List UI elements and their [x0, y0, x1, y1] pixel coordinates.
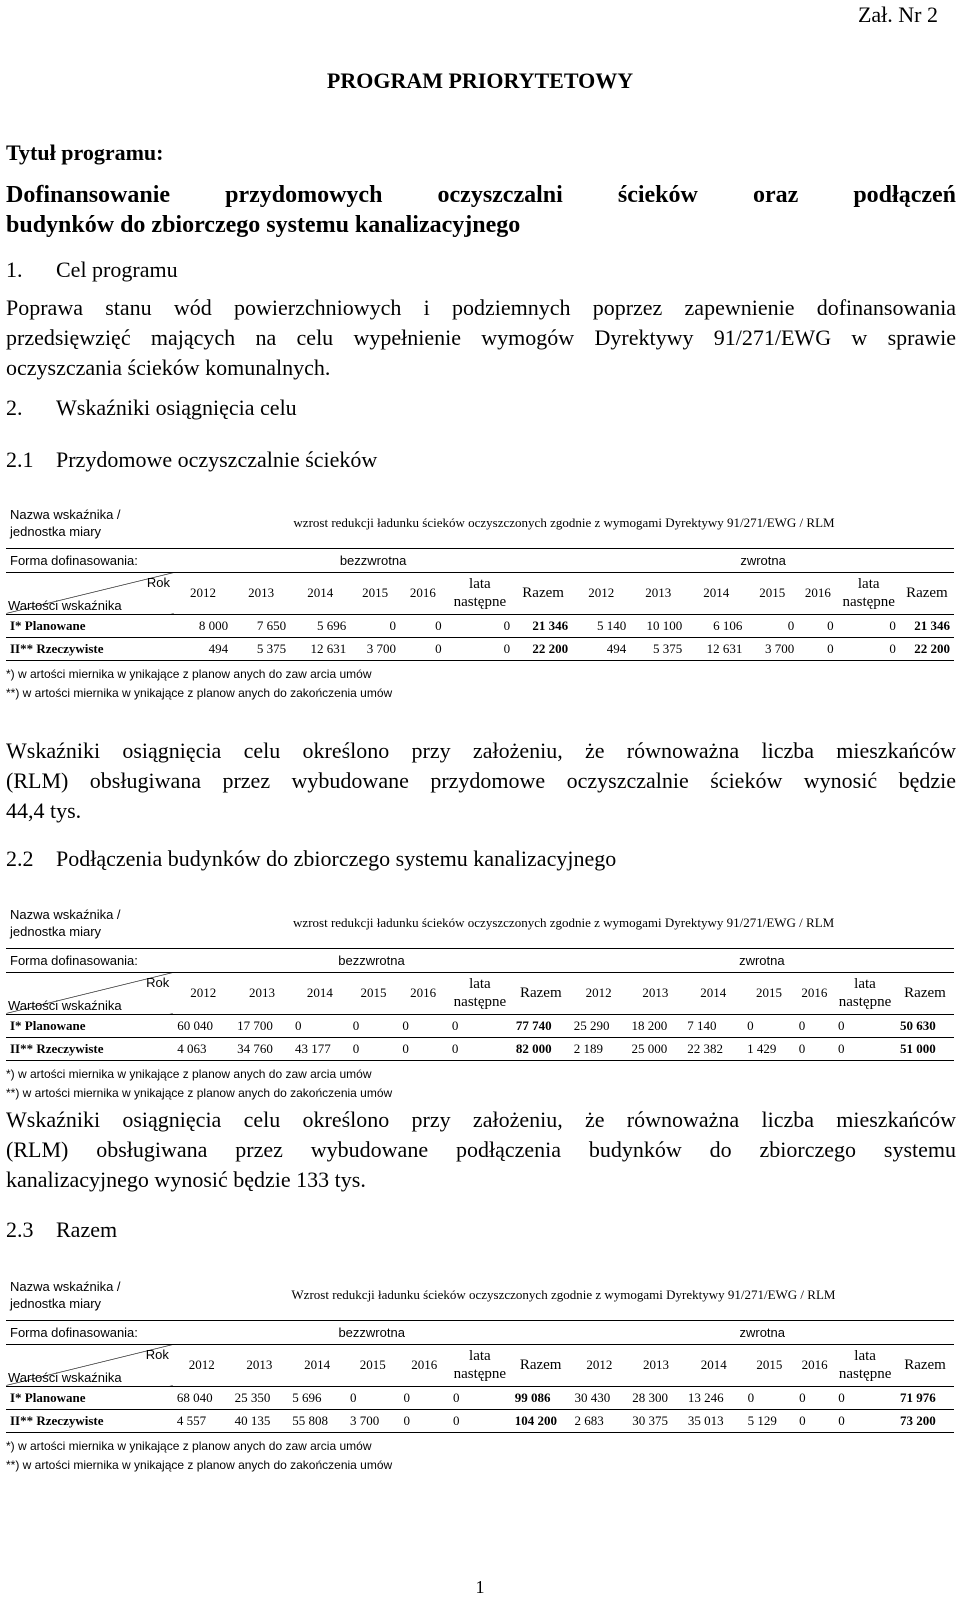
value-cell: 68 040 [173, 1386, 231, 1409]
value-cell: 5 696 [288, 1386, 346, 1409]
value-cell: 2 683 [571, 1409, 629, 1432]
value-cell: 4 557 [173, 1409, 231, 1432]
year-2013: 2013 [628, 972, 684, 1014]
value-cell: 0 [398, 1014, 448, 1037]
value-cell: 0 [398, 1037, 448, 1060]
row-label: I* Planowane [6, 1014, 173, 1037]
total-value-cell: 82 000 [512, 1037, 570, 1060]
value-cell: 0 [798, 614, 837, 637]
year-2015: 2015 [744, 1344, 796, 1386]
later-years: lata następne [838, 572, 900, 614]
value-cell: 494 [572, 637, 630, 660]
text-2-2 [6, 1105, 956, 1195]
value-cell: 7 140 [683, 1014, 743, 1037]
value-cell: 30 375 [628, 1409, 684, 1432]
year-2015: 2015 [743, 972, 795, 1014]
section-heading-text: Cel programu [56, 257, 178, 282]
indicator-table-2 [6, 898, 954, 1103]
year-2013: 2013 [232, 572, 290, 614]
value-cell: 10 100 [630, 614, 686, 637]
value-cell: 12 631 [290, 637, 350, 660]
value-cell: 0 [291, 1014, 349, 1037]
value-cell: 18 200 [628, 1014, 684, 1037]
body-line: Poprawa stanu wód powierzchniowych i podziemnych poprzez zapewnienie dofinansowania [6, 295, 956, 320]
row-label: II** Rzeczywiste [6, 1409, 173, 1432]
total-value-cell: 21 346 [514, 614, 572, 637]
later-years: lata następne [834, 1344, 896, 1386]
total-header: Razem [512, 972, 570, 1014]
value-cell: 0 [448, 1037, 512, 1060]
year-header-row [6, 572, 954, 614]
actual-row [6, 1409, 954, 1432]
body-line: Wskaźniki osiągnięcia celu określono przy założeniu, że równoważna liczba mieszkańców [6, 1107, 956, 1132]
footnote-2: **) w artości miernika w ynikające z planow anych do zakończenia umów [6, 1457, 393, 1472]
program-title-line2: budynków do zbiorczego systemu kanalizacyjnego [6, 212, 521, 238]
total-value-cell: 73 200 [896, 1409, 954, 1432]
year-2013: 2013 [630, 572, 686, 614]
value-cell: 1 429 [743, 1037, 795, 1060]
value-cell: 5 140 [572, 614, 630, 637]
body-line: Wskaźniki osiągnięcia celu określono przy założeniu, że równoważna liczba mieszkańców [6, 738, 956, 763]
indicator-description: wzrost redukcji ładunku ścieków oczyszczonych zgodnie z wymogami Dyrektywy 91/271/EWG / RLM [173, 898, 954, 948]
funding-form-label: Forma dofinasowania: [6, 548, 174, 572]
year-value-diagonal-cell: Rok Wartości wskaźnika [6, 972, 173, 1014]
total-header: Razem [514, 572, 572, 614]
section-number: 2. [6, 395, 23, 420]
document-title: PROGRAM PRIORYTETOWY [326, 68, 634, 93]
value-cell: 0 [795, 1037, 834, 1060]
value-cell: 0 [448, 1014, 512, 1037]
text-2-1 [6, 736, 956, 826]
year-2014: 2014 [290, 572, 350, 614]
value-cell: 30 430 [571, 1386, 629, 1409]
value-cell: 22 382 [683, 1037, 743, 1060]
total-value-cell: 22 200 [900, 637, 954, 660]
total-value-cell: 22 200 [514, 637, 572, 660]
subsection-2-3-heading [6, 1215, 117, 1245]
value-cell: 28 300 [628, 1386, 684, 1409]
total-value-cell: 51 000 [896, 1037, 954, 1060]
section-number: 2.3 [6, 1217, 34, 1242]
subsection-2-2-heading [6, 844, 616, 874]
returnable-header: zwrotna [570, 948, 954, 972]
value-cell: 0 [350, 614, 400, 637]
value-cell: 60 040 [173, 1014, 233, 1037]
value-cell: 0 [400, 637, 446, 660]
total-header: Razem [511, 1344, 571, 1386]
value-cell: 25 350 [231, 1386, 289, 1409]
value-cell: 34 760 [233, 1037, 291, 1060]
indicator-table-1 [6, 498, 954, 703]
total-value-cell: 21 346 [900, 614, 954, 637]
non-returnable-header: bezzwrotna [173, 948, 569, 972]
year-2016: 2016 [795, 972, 834, 1014]
value-cell: 0 [838, 614, 900, 637]
year-2016: 2016 [400, 1344, 449, 1386]
value-cell: 0 [834, 1409, 896, 1432]
body-line: przedsięwzięć mających na celu wypełnienie wymogów Dyrektywy 91/271/EWG w sprawie [6, 325, 956, 350]
value-cell: 0 [446, 637, 514, 660]
later-years: lata następne [449, 1344, 511, 1386]
value-cell: 13 246 [684, 1386, 744, 1409]
funding-form-label: Forma dofinasowania: [6, 1320, 173, 1344]
section-heading-text: Przydomowe oczyszczalnie ścieków [56, 447, 378, 472]
indicator-table-3 [6, 1270, 954, 1475]
year-2013: 2013 [628, 1344, 684, 1386]
value-cell: 0 [798, 637, 837, 660]
year-2013: 2013 [231, 1344, 289, 1386]
planned-row [6, 1014, 954, 1037]
value-cell: 5 129 [744, 1409, 796, 1432]
value-cell: 0 [795, 1409, 834, 1432]
indicator-name-label: Nazwa wskaźnika / jednostka miary [6, 1270, 173, 1320]
section-heading-text: Razem [56, 1217, 118, 1242]
year-2014: 2014 [288, 1344, 346, 1386]
value-cell: 0 [795, 1386, 834, 1409]
year-2015: 2015 [350, 572, 400, 614]
year-2012: 2012 [173, 1344, 231, 1386]
year-2014: 2014 [291, 972, 349, 1014]
footnote-1: *) w artości miernika w ynikające z planow anych do zaw arcia umów [6, 1438, 372, 1453]
planned-row [6, 614, 954, 637]
value-cell: 7 650 [232, 614, 290, 637]
value-cell: 5 696 [290, 614, 350, 637]
value-cell: 0 [834, 1386, 896, 1409]
row-label: II** Rzeczywiste [6, 637, 174, 660]
value-cell: 17 700 [233, 1014, 291, 1037]
total-value-cell: 77 740 [512, 1014, 570, 1037]
value-cell: 0 [449, 1409, 511, 1432]
indicator-description: wzrost redukcji ładunku ścieków oczyszczonych zgodnie z wymogami Dyrektywy 91/271/EWG / RLM [174, 498, 954, 548]
returnable-header: zwrotna [571, 1320, 954, 1344]
value-cell: 55 808 [288, 1409, 346, 1432]
planned-row [6, 1386, 954, 1409]
year-header-row [6, 1344, 954, 1386]
indicator-name-label: Nazwa wskaźnika / jednostka miary [6, 498, 174, 548]
body-line: kanalizacyjnego wynosić będzie 133 tys. [6, 1167, 366, 1192]
value-cell: 0 [838, 637, 900, 660]
year-header-row [6, 972, 954, 1014]
non-returnable-header: bezzwrotna [174, 548, 572, 572]
section-heading-text: Podłączenia budynków do zbiorczego systemu kanalizacyjnego [56, 846, 617, 871]
year-2015: 2015 [346, 1344, 400, 1386]
non-returnable-header: bezzwrotna [173, 1320, 571, 1344]
section-number: 2.1 [6, 447, 34, 472]
year-2016: 2016 [398, 972, 448, 1014]
value-cell: 5 375 [232, 637, 290, 660]
value-cell: 0 [795, 1014, 834, 1037]
year-2015: 2015 [349, 972, 399, 1014]
value-cell: 6 106 [686, 614, 746, 637]
total-value-cell: 71 976 [896, 1386, 954, 1409]
section1-body [6, 293, 956, 383]
page-number: 1 [475, 1577, 485, 1597]
value-cell: 0 [400, 1386, 449, 1409]
footnote-1: *) w artości miernika w ynikające z planow anych do zaw arcia umów [6, 1066, 372, 1081]
total-value-cell: 99 086 [511, 1386, 571, 1409]
later-years: lata następne [834, 972, 896, 1014]
value-cell: 0 [834, 1037, 896, 1060]
year-2015: 2015 [746, 572, 798, 614]
year-2014: 2014 [684, 1344, 744, 1386]
total-value-cell: 104 200 [511, 1409, 571, 1432]
value-cell: 5 375 [630, 637, 686, 660]
value-cell: 2 189 [570, 1037, 628, 1060]
year-2016: 2016 [400, 572, 446, 614]
value-cell: 3 700 [746, 637, 798, 660]
returnable-header: zwrotna [572, 548, 954, 572]
year-2014: 2014 [683, 972, 743, 1014]
value-cell: 0 [349, 1014, 399, 1037]
value-cell: 0 [743, 1014, 795, 1037]
value-cell: 0 [349, 1037, 399, 1060]
value-cell: 0 [346, 1386, 400, 1409]
body-line: (RLM) obsługiwana przez wybudowane podłączenia budynków do zbiorczego systemu [6, 1137, 956, 1162]
value-cell: 43 177 [291, 1037, 349, 1060]
indicator-description: Wzrost redukcji ładunku ścieków oczyszczonych zgodnie z wymogami Dyrektywy 91/271/EWG / RLM [173, 1270, 954, 1320]
value-cell: 0 [834, 1014, 896, 1037]
section2-heading [6, 393, 297, 423]
year-2013: 2013 [233, 972, 291, 1014]
year-2016: 2016 [795, 1344, 834, 1386]
later-years: lata następne [448, 972, 512, 1014]
footnote-1: *) w artości miernika w ynikające z planow anych do zaw arcia umów [6, 666, 372, 681]
section-heading-text: Wskaźniki osiągnięcia celu [56, 395, 297, 420]
value-cell: 25 000 [628, 1037, 684, 1060]
footnote-2: **) w artości miernika w ynikające z planow anych do zakończenia umów [6, 685, 393, 700]
row-label: II** Rzeczywiste [6, 1037, 173, 1060]
indicator-name-label: Nazwa wskaźnika / jednostka miary [6, 898, 173, 948]
value-cell: 0 [446, 614, 514, 637]
row-label: I* Planowane [6, 1386, 173, 1409]
value-cell: 12 631 [686, 637, 746, 660]
value-cell: 40 135 [231, 1409, 289, 1432]
year-value-diagonal-cell: Rok Wartości wskaźnika [6, 1344, 173, 1386]
year-2012: 2012 [570, 972, 628, 1014]
year-2012: 2012 [571, 1344, 629, 1386]
footnote-2: **) w artości miernika w ynikające z planow anych do zakończenia umów [6, 1085, 393, 1100]
subsection-2-1-heading [6, 445, 377, 475]
later-years: lata następne [446, 572, 514, 614]
attachment-label: Zał. Nr 2 [857, 2, 938, 27]
total-header: Razem [900, 572, 954, 614]
year-value-diagonal-cell: Rok Wartości wskaźnika [6, 572, 174, 614]
funding-form-label: Forma dofinasowania: [6, 948, 173, 972]
actual-row [6, 637, 954, 660]
year-2012: 2012 [174, 572, 232, 614]
total-header: Razem [896, 972, 954, 1014]
total-value-cell: 50 630 [896, 1014, 954, 1037]
section-number: 2.2 [6, 846, 34, 871]
body-line: 44,4 tys. [6, 798, 82, 823]
program-title-label: Tytuł programu: [6, 140, 164, 165]
value-cell: 0 [746, 614, 798, 637]
section1-heading [6, 255, 178, 285]
actual-row [6, 1037, 954, 1060]
value-cell: 4 063 [173, 1037, 233, 1060]
year-2012: 2012 [173, 972, 233, 1014]
year-2012: 2012 [572, 572, 630, 614]
value-cell: 3 700 [346, 1409, 400, 1432]
value-cell: 3 700 [350, 637, 400, 660]
year-2016: 2016 [798, 572, 837, 614]
value-cell: 0 [400, 614, 446, 637]
year-2014: 2014 [686, 572, 746, 614]
row-label: I* Planowane [6, 614, 174, 637]
program-title-line1: Dofinansowanie przydomowych oczyszczalni ścieków oraz podłączeń [6, 182, 956, 208]
value-cell: 0 [449, 1386, 511, 1409]
body-line: (RLM) obsługiwana przez wybudowane przydomowe oczyszczalnie ścieków wynosić będzie [6, 768, 956, 793]
total-header: Razem [896, 1344, 954, 1386]
body-line: oczyszczania ścieków komunalnych. [6, 355, 331, 380]
value-cell: 0 [400, 1409, 449, 1432]
value-cell: 35 013 [684, 1409, 744, 1432]
section-number: 1. [6, 257, 23, 282]
value-cell: 8 000 [174, 614, 232, 637]
value-cell: 494 [174, 637, 232, 660]
value-cell: 25 290 [570, 1014, 628, 1037]
value-cell: 0 [744, 1386, 796, 1409]
